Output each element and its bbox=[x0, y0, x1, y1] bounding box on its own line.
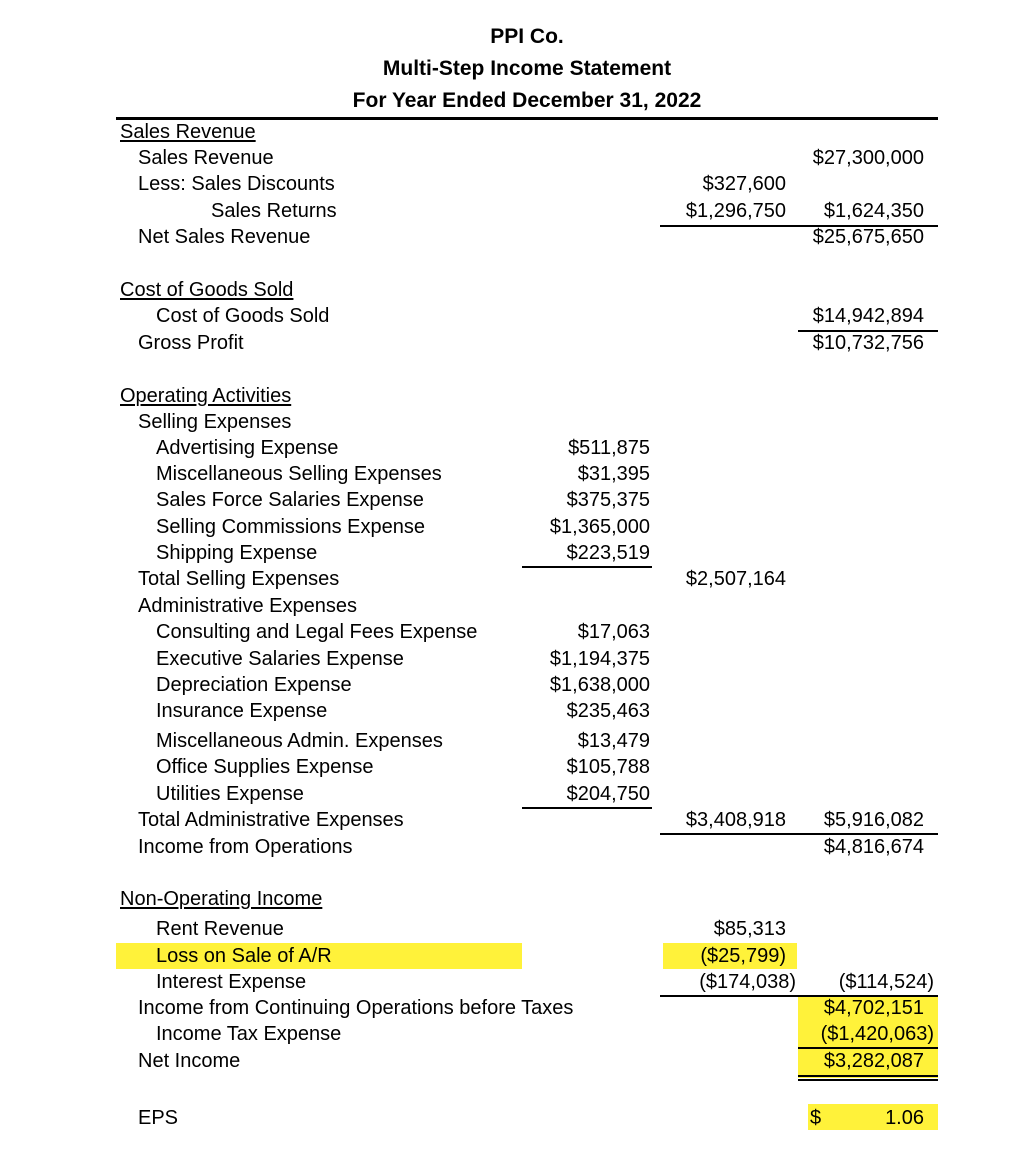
selling-item-value: $31,395 bbox=[577, 463, 650, 485]
cogs-value: $14,942,894 bbox=[812, 305, 924, 327]
non-operating-section-heading: Non-Operating Income bbox=[120, 888, 323, 910]
admin-total-rule bbox=[522, 807, 652, 809]
total-admin-value: $3,408,918 bbox=[685, 809, 786, 831]
admin-item-label: Miscellaneous Admin. Expenses bbox=[156, 730, 443, 752]
selling-item-label: Shipping Expense bbox=[156, 542, 318, 564]
rent-revenue-label: Rent Revenue bbox=[156, 918, 284, 940]
admin-item-label: Utilities Expense bbox=[156, 783, 304, 805]
admin-item-value: $105,788 bbox=[566, 756, 650, 778]
admin-item-value: $17,063 bbox=[577, 621, 650, 643]
total-selling-label: Total Selling Expenses bbox=[138, 568, 340, 590]
gross-profit-label: Gross Profit bbox=[138, 332, 244, 354]
admin-item-label: Executive Salaries Expense bbox=[156, 648, 404, 670]
selling-total-rule bbox=[522, 566, 652, 568]
eps-currency: $ bbox=[810, 1107, 822, 1129]
admin-item-label: Depreciation Expense bbox=[156, 674, 352, 696]
sales-discounts-value: $327,600 bbox=[702, 173, 786, 195]
sales-returns-label: Sales Returns bbox=[211, 200, 337, 222]
continuing-ops-label: Income from Continuing Operations before Taxes bbox=[138, 997, 574, 1019]
selling-item-label: Advertising Expense bbox=[156, 437, 339, 459]
net-income-label: Net Income bbox=[138, 1050, 241, 1072]
admin-item-value: $235,463 bbox=[566, 700, 650, 722]
rent-revenue-value: $85,313 bbox=[713, 918, 786, 940]
admin-heading: Administrative Expenses bbox=[138, 595, 357, 617]
sales-revenue-value: $27,300,000 bbox=[812, 147, 924, 169]
selling-item-label: Selling Commissions Expense bbox=[156, 516, 426, 538]
selling-heading: Selling Expenses bbox=[138, 411, 292, 433]
selling-item-value: $223,519 bbox=[566, 542, 650, 564]
company-name: PPI Co. bbox=[490, 25, 564, 48]
cogs-section-heading: Cost of Goods Sold bbox=[120, 279, 294, 301]
admin-item-value: $13,479 bbox=[577, 730, 650, 752]
sales-discounts-label: Less: Sales Discounts bbox=[138, 173, 335, 195]
net-income-double-rule-top bbox=[798, 1075, 938, 1077]
ops-income-label: Income from Operations bbox=[138, 836, 353, 858]
admin-item-value: $1,638,000 bbox=[549, 674, 650, 696]
statement-period: For Year Ended December 31, 2022 bbox=[352, 89, 702, 112]
sales-returns-value: $1,296,750 bbox=[685, 200, 786, 222]
net-sales-label: Net Sales Revenue bbox=[138, 226, 311, 248]
sales-deductions-total: $1,624,350 bbox=[823, 200, 924, 222]
admin-item-label: Consulting and Legal Fees Expense bbox=[156, 621, 478, 643]
total-admin-label: Total Administrative Expenses bbox=[138, 809, 404, 831]
interest-expense-label: Interest Expense bbox=[156, 971, 307, 993]
net-income-double-rule-bottom bbox=[798, 1079, 938, 1081]
interest-expense-value: ($174,038) bbox=[699, 971, 796, 993]
cogs-label: Cost of Goods Sold bbox=[156, 305, 330, 327]
selling-item-value: $1,365,000 bbox=[549, 516, 650, 538]
sales-section-heading: Sales Revenue bbox=[120, 121, 256, 143]
eps-label: EPS bbox=[138, 1107, 179, 1129]
ops-income-value: $4,816,674 bbox=[823, 836, 924, 858]
loss-sale-ar-label: Loss on Sale of A/R bbox=[156, 945, 332, 967]
net-sales-value: $25,675,650 bbox=[812, 226, 924, 248]
operating-section-heading: Operating Activities bbox=[120, 385, 292, 407]
non-operating-total: ($114,524) bbox=[838, 971, 934, 993]
selling-item-value: $375,375 bbox=[566, 489, 650, 511]
admin-item-label: Insurance Expense bbox=[156, 700, 328, 722]
income-tax-value: ($1,420,063) bbox=[820, 1023, 934, 1045]
income-tax-label: Income Tax Expense bbox=[156, 1023, 342, 1045]
total-operating-value: $5,916,082 bbox=[823, 809, 924, 831]
statement-title: Multi-Step Income Statement bbox=[382, 57, 672, 80]
selling-item-value: $511,875 bbox=[568, 437, 650, 459]
total-selling-value: $2,507,164 bbox=[685, 568, 786, 590]
admin-item-value: $1,194,375 bbox=[549, 648, 650, 670]
selling-item-label: Sales Force Salaries Expense bbox=[156, 489, 424, 511]
eps-value: 1.06 bbox=[885, 1107, 924, 1129]
admin-item-label: Office Supplies Expense bbox=[156, 756, 374, 778]
sales-revenue-label: Sales Revenue bbox=[138, 147, 274, 169]
selling-item-label: Miscellaneous Selling Expenses bbox=[156, 463, 442, 485]
continuing-ops-value: $4,702,151 bbox=[823, 997, 924, 1019]
gross-profit-value: $10,732,756 bbox=[812, 332, 924, 354]
net-income-value: $3,282,087 bbox=[823, 1050, 924, 1072]
admin-item-value: $204,750 bbox=[566, 783, 650, 805]
loss-sale-ar-value: ($25,799) bbox=[700, 945, 786, 967]
